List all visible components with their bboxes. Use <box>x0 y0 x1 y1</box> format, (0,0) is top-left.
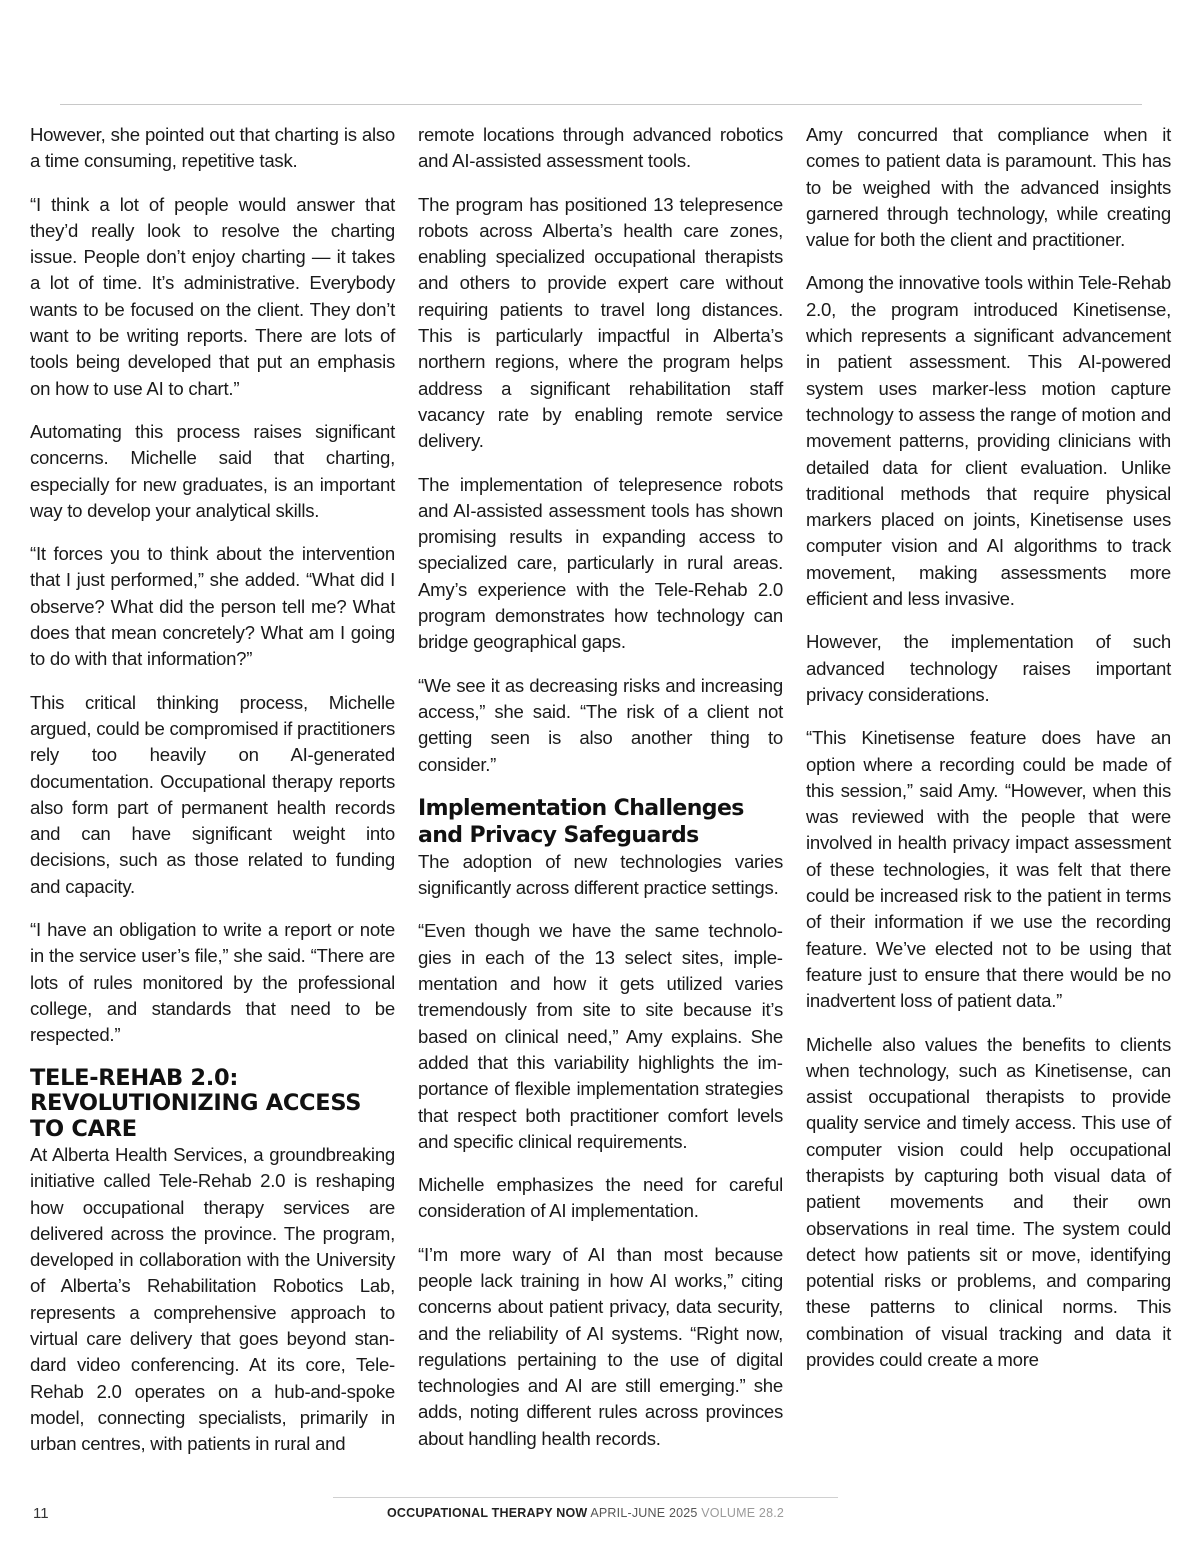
paragraph: “This Kinetisense feature does have an option where a recording could be made of this session,” said Amy. “However, when this was reviewed with the people that were involved in health privacy impact assessment of these technologies, it was felt that there could be increased risk to the patient in terms of their information if we use the recording feature. We’ve elected not to be using that feature just to ensure that there would be no inadvertent loss of patient data.” <box>806 727 1171 1012</box>
paragraph: This critical thinking process, Michelle argued, could be compromised if practitioners rely too heavily on AI-generated documentation. Occupational therapy reports also form part of permanent health records and can have significant weight into decisions, such as those related to funding and capacity. <box>30 691 395 897</box>
paragraph: The implementation of telepresence robots and AI-assisted assessment tools has shown promising results in expanding access to specialized care, particularly in rural areas. Amy’s experience with the Tele-Rehab 2.0 program demonstrates how technology can bridge geographical gaps. <box>418 473 783 653</box>
paragraph: However, she pointed out that charting is also a time consuming, repetitive task. <box>30 124 395 172</box>
publication-title: OCCUPATIONAL THERAPY NOW <box>386 1506 588 1520</box>
paragraph: Michelle emphasizes the need for careful consideration of AI implementation. <box>418 1174 783 1222</box>
volume-number: VOLUME 28.2 <box>701 1506 785 1520</box>
paragraph: “I think a lot of people would answer that they’d really look to resolve the charting issue. People don’t enjoy charting — it takes a lot of time. It’s administrative. Everybody wants to be focused on the client. They don’t want to be writing reports. There are lots of tools being developed that put an emphasis on how to use AI to chart.” <box>30 193 395 399</box>
section-heading-tele-rehab: TELE-REHAB 2.0: REVOLUTIONIZING ACCESS TO CARE <box>30 1064 362 1142</box>
paragraph: The program has positioned 13 telepresence robots across Alberta’s health care zones, enabling specialized occupational therapists and others to provide expert care without requiring patients to travel long distances. This is particularly impactful in Alberta’s northern regions, where the program helps address a significant rehabilitation staff vacancy rate by enabling remote service delivery. <box>418 193 783 452</box>
paragraph: remote locations through advanced robotics and AI-assisted assessment tools. <box>418 124 783 172</box>
paragraph: Michelle also values the benefits to clients when technology, such as Kinetisense, can assist occupational therapists to provide quality service and timely access. This use of computer vision could help occupational therapists by capturing both visual data of patient movements and their own observations in real time. The system could detect how patients sit or move, identifying potential risks or problems, and comparing these patterns to clinical norms. This combination of visual tracking and data it provides could create a more <box>806 1033 1171 1371</box>
paragraph: However, the implementation of such advanced technology raises important privacy considerations. <box>806 631 1171 705</box>
article-column-1 <box>30 122 395 1475</box>
paragraph: Among the innovative tools within Tele-Rehab 2.0, the program introduced Kinetisense, which represents a significant advancement in patient assessment. This AI-powered system uses marker-less motion capture technology to assess the range of motion and movement patterns, providing clinicians with detailed data for client evaluation. Unlike traditional methods that require physical markers placed on joints, Kinetisense uses computer vision and AI algorithms to track movement, making assessments more efficient and less invasive. <box>806 272 1171 610</box>
paragraph: “Even though we have the same technologies in each of the 13 select sites, implementation and how it gets utilized varies tremendously from site to site because it’s based on clinical need,” Amy explains. She added that this variability highlights the importance of flexible implementation strategies that respect both practitioner comfort levels and specific clinical requirements. <box>418 920 783 1152</box>
article-column-3 <box>806 122 1171 1390</box>
issue-date: APRIL-JUNE 2025 <box>590 1506 698 1520</box>
paragraph: At Alberta Health Services, a groundbreaking initiative called Tele-Rehab 2.0 is reshaping how occupational therapy services are delivered across the province. The program, developed in collaboration with the University of Alberta’s Rehabilitation Robotics Lab, represents a comprehensive approach to virtual care delivery that goes beyond standard video conferencing. At its core, Tele-Rehab 2.0 operates on a hub-and-spoke model, connecting specialists, primarily in urban centres, with patients in rural and <box>30 1144 395 1455</box>
paragraph: “I have an obligation to write a report or note in the service user’s file,” she said. “There are lots of rules monitored by the professional college, and standards that need to be respected.” <box>30 919 395 1046</box>
header-divider <box>60 104 1142 105</box>
paragraph: “We see it as decreasing risks and increasing access,” she said. “The risk of a client not getting seen is also another thing to consider.” <box>418 674 783 775</box>
paragraph: The adoption of new technologies varies significantly across different practice settings. <box>418 850 783 899</box>
running-footer <box>0 1506 1171 1520</box>
subheading-implementation-challenges: Implementation Challenges and Privacy Safeguards <box>418 795 744 848</box>
paragraph: “It forces you to think about the intervention that I just performed,” she added. “What did I observe? What did the person tell me? What does that mean concretely? What am I going to do with that information?” <box>30 543 395 670</box>
page-number: 11 <box>33 1505 49 1522</box>
footer-divider <box>333 1497 838 1498</box>
paragraph: Automating this process raises significant concerns. Michelle said that charting, especially for new graduates, is an important way to develop your analytical skills. <box>30 420 395 521</box>
paragraph: “I’m more wary of AI than most because people lack training in how AI works,” citing concerns about patient privacy, data security, and the reliability of AI systems. “Right now, regulations pertaining to the use of digital technologies and AI are still emerging.” she adds, noting different rules across provinces about handling health records. <box>418 1243 783 1449</box>
paragraph: Amy concurred that compliance when it comes to patient data is paramount. This has to be weighed with the advanced insights garnered through technology, while creating value for both the client and practitioner. <box>806 124 1171 251</box>
article-column-2 <box>418 122 783 1469</box>
